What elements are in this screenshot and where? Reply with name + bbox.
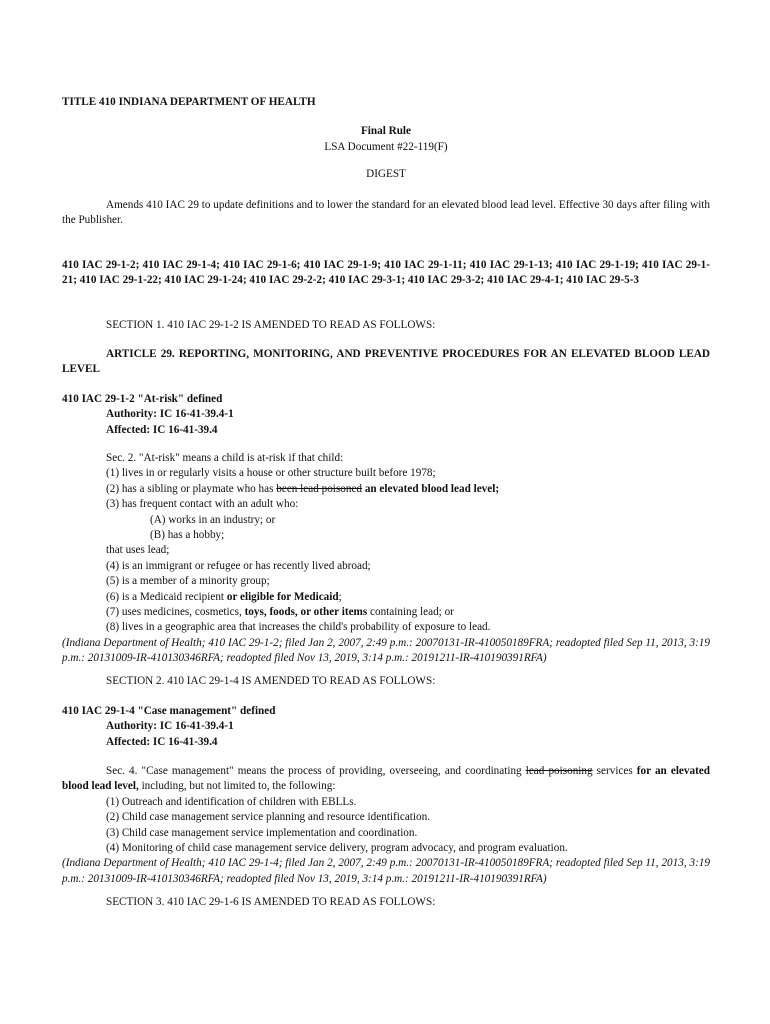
rule-authority: Authority: IC 16-41-39.4-1: [106, 408, 234, 421]
inserted-text: an elevated blood lead level;: [362, 482, 500, 495]
item-text: (2) has a sibling or playmate who has: [106, 482, 277, 495]
list-item: (1) lives in or regularly visits a house or other structure built before 1978;: [106, 467, 436, 480]
rule-authority: Authority: IC 16-41-39.4-1: [106, 720, 234, 733]
section-3-heading: SECTION 3. 410 IAC 29-1-6 IS AMENDED TO READ AS FOLLOWS:: [106, 896, 436, 908]
inserted-text: toys, foods, or other items: [244, 606, 368, 619]
item-text: including, but not limited to, the following:: [138, 780, 336, 793]
item-text: (7) uses medicines, cosmetics,: [106, 606, 245, 619]
rule-header-29-1-2: [62, 392, 710, 438]
digest-heading: DIGEST: [366, 168, 406, 180]
list-item: (4) is an immigrant or refugee or has recently lived abroad;: [106, 559, 371, 572]
article-heading: ARTICLE 29. REPORTING, MONITORING, AND PREVENTIVE PROCEDURES FOR AN ELEVATED BLOOD LEAD LEVEL: [62, 348, 710, 376]
item-text: ;: [338, 590, 342, 603]
section-2-heading: SECTION 2. 410 IAC 29-1-4 IS AMENDED TO READ AS FOLLOWS:: [106, 675, 436, 687]
inserted-text: or eligible for Medicaid: [226, 590, 339, 603]
definition-text: [62, 764, 710, 795]
citation-list: 410 IAC 29-1-2; 410 IAC 29-1-4; 410 IAC 29-1-6; 410 IAC 29-1-9; 410 IAC 29-1-11; 410 IAC 29-1-13; 410 IAC 29-1-19; 410 IAC 29-1-21; 410 IAC 29-1-22; 410 IAC 29-1-24; 410 IAC 29-2-2; 410 IAC 29-3-1; 410 IAC 29-3-2; 410 IAC 29-4-1; 410 IAC 29-5-3: [62, 259, 710, 287]
item-text: containing lead; or: [367, 606, 454, 619]
item-text: services: [592, 765, 637, 777]
list-item: (3) has frequent contact with an adult who:: [106, 498, 299, 511]
sub-list-item: (B) has a hobby;: [150, 529, 225, 542]
list-item: (4) Monitoring of child case management service delivery, program advocacy, and program evaluation.: [106, 842, 568, 855]
history-note: (Indiana Department of Health; 410 IAC 29-1-4; filed Jan 2, 2007, 2:49 p.m.: 20070131-IR-410050189FRA; readopted filed Sep 11, 2013, 3:19 p.m.: 20131009-IR-410130346RFA; readopted filed Nov 13, 2019, 3:14 p.m.: 20191211-IR-410190391RFA): [62, 857, 710, 885]
definition-intro: Sec. 2. "At-risk" means a child is at-risk if that child:: [106, 452, 344, 464]
rule-header-29-1-4: [62, 704, 710, 750]
list-item: (8) lives in a geographic area that increases the child's probability of exposure to lead.: [106, 621, 491, 634]
item-text: Sec. 4. "Case management" means the process of providing, overseeing, and coordinating: [106, 765, 526, 777]
deleted-text: been lead poisoned: [276, 482, 363, 495]
list-item: [62, 605, 710, 620]
list-item: (5) is a member of a minority group;: [106, 575, 270, 588]
list-item: (1) Outreach and identification of children with EBLLs.: [106, 795, 357, 808]
history-note: (Indiana Department of Health; 410 IAC 29-1-2; filed Jan 2, 2007, 2:49 p.m.: 20070131-IR-410050189FRA; readopted filed Sep 11, 2013, 3:19 p.m.: 20131009-IR-410130346RFA; readopted filed Nov 13, 2019, 3:14 p.m.: 20191211-IR-410190391RFA): [62, 636, 710, 665]
inserted-text: for an elevated blood lead level,: [62, 765, 710, 793]
item-text: (6) is a Medicaid recipient: [106, 590, 227, 603]
rule-affected: Affected: IC 16-41-39.4: [106, 423, 218, 436]
at-risk-definition: [62, 451, 710, 667]
lsa-document-number: LSA Document #22-119(F): [324, 141, 448, 153]
final-rule-heading: Final Rule: [360, 125, 412, 137]
list-item-continuation: that uses lead;: [106, 544, 170, 557]
document-title: TITLE 410 INDIANA DEPARTMENT OF HEALTH: [62, 96, 316, 108]
deleted-text: lead poisoning: [525, 765, 593, 777]
rule-title: 410 IAC 29-1-2 "At-risk" defined: [62, 393, 223, 405]
list-item: (2) Child case management service planning and resource identification.: [106, 811, 431, 824]
list-item: [62, 590, 710, 605]
case-management-definition: [62, 764, 710, 887]
list-item: (3) Child case management service implementation and coordination.: [106, 826, 418, 839]
rule-affected: Affected: IC 16-41-39.4: [106, 735, 218, 748]
list-item: [62, 482, 710, 497]
section-1-heading: SECTION 1. 410 IAC 29-1-2 IS AMENDED TO READ AS FOLLOWS:: [106, 319, 436, 331]
sub-list-item: (A) works in an industry; or: [150, 513, 276, 526]
digest-text: Amends 410 IAC 29 to update definitions and to lower the standard for an elevated blood lead level. Effective 30 days after filing with the Publisher.: [62, 199, 710, 227]
rule-title: 410 IAC 29-1-4 "Case management" defined: [62, 705, 276, 717]
